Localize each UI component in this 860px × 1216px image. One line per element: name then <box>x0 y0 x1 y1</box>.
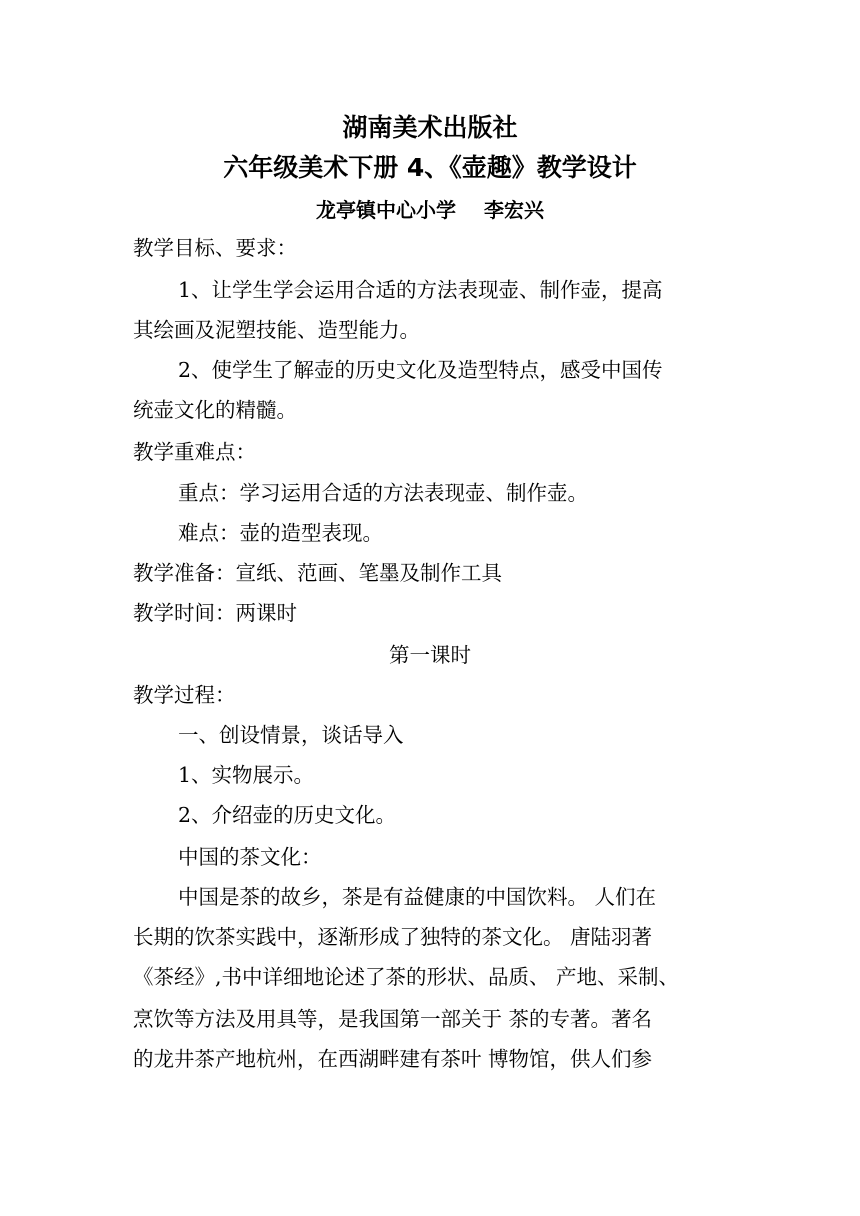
paragraph-line: 一、创设情景，谈话导入 <box>178 723 404 747</box>
paragraph-line: 长期的饮茶实践中，逐渐形成了独特的茶文化。 唐陆羽著 <box>133 925 653 949</box>
paragraph-line: 难点：壶的造型表现。 <box>178 521 383 545</box>
section-heading-process: 教学过程： <box>133 683 236 707</box>
paragraph-line: 1、让学生学会运用合适的方法表现壶、制作壶，提高 <box>178 278 663 302</box>
paragraph-line: 2、介绍壶的历史文化。 <box>178 803 397 827</box>
author-school: 龙亭镇中心小学 <box>316 198 456 222</box>
paragraph-line: 中国的茶文化： <box>178 845 322 869</box>
author-name: 李宏兴 <box>484 198 544 222</box>
paragraph-line: 重点：学习运用合适的方法表现壶、制作壶。 <box>178 481 588 505</box>
section-heading-objectives: 教学目标、要求： <box>133 236 297 260</box>
section-heading-time: 教学时间：两课时 <box>133 601 297 625</box>
paragraph-line: 烹饮等方法及用具等，是我国第一部关于 茶的专著。著名 <box>133 1007 653 1031</box>
section-heading-preparation: 教学准备：宣纸、范画、笔墨及制作工具 <box>133 561 502 585</box>
paragraph-line: 统壶文化的精髓。 <box>133 398 297 422</box>
section-heading-key-points: 教学重难点： <box>133 440 256 464</box>
paragraph-line: 中国是茶的故乡，茶是有益健康的中国饮料。 人们在 <box>178 885 657 909</box>
lesson-title: 六年级美术下册 4、《壶趣》教学设计 <box>223 153 637 182</box>
author-line <box>0 192 860 228</box>
publisher-heading: 湖南美术出版社 <box>342 113 518 142</box>
paragraph-line: 其绘画及泥塑技能、造型能力。 <box>133 318 420 342</box>
paragraph-line: 1、实物展示。 <box>178 763 315 787</box>
lesson-period-heading: 第一课时 <box>389 643 471 667</box>
paragraph-line: 2、使学生了解壶的历史文化及造型特点，感受中国传 <box>178 358 663 382</box>
paragraph-line: 的龙井茶产地杭州，在西湖畔建有茶叶 博物馆，供人们参 <box>133 1047 653 1071</box>
paragraph-line: 《茶经》,书中详细地论述了茶的形状、品质、 产地、采制、 <box>133 965 680 989</box>
